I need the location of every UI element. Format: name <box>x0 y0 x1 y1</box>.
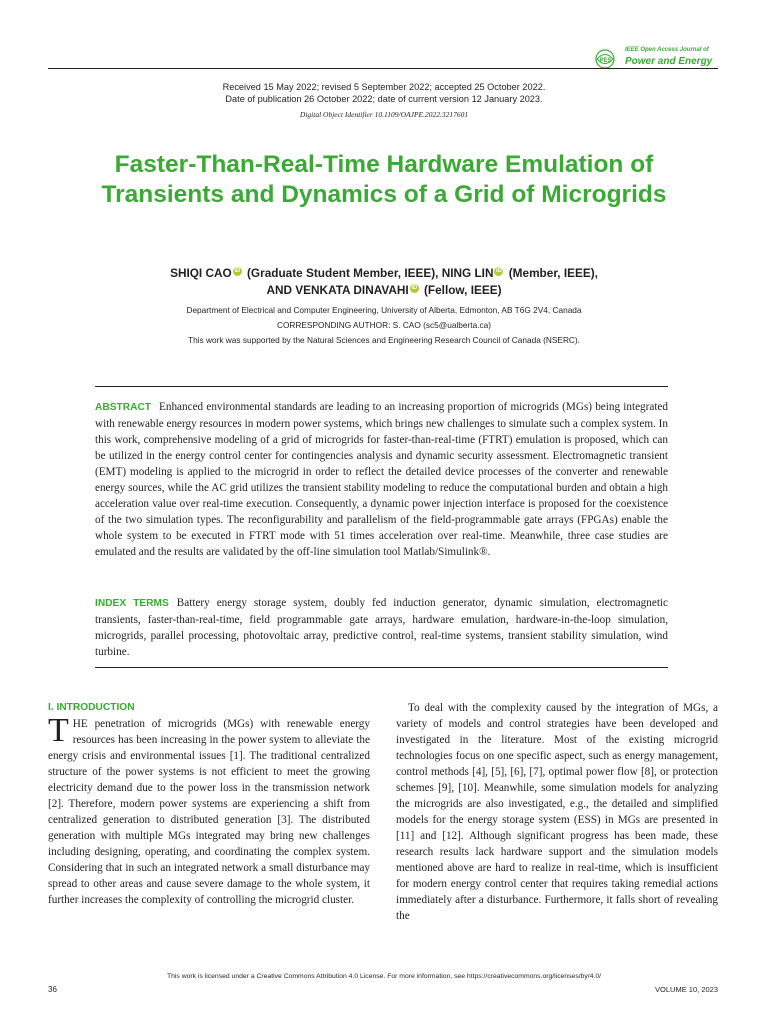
orcid-icon[interactable]: iD <box>411 285 418 291</box>
author-name: AND VENKATA DINAVAHI <box>266 283 409 297</box>
author-role: (Graduate Student Member, IEEE), <box>247 266 439 280</box>
author-role: (Member, IEEE), <box>508 266 598 280</box>
index-terms-label: INDEX TERMS <box>95 598 169 609</box>
affiliation: Department of Electrical and Computer Engineering, University of Alberta, Edmonton, AB T6G 2V4, Canada <box>186 305 582 315</box>
author-name: SHIQI CAO <box>170 266 232 280</box>
author-list <box>84 265 684 299</box>
abstract-top-rule <box>95 386 668 387</box>
intro-paragraph-1-text: HE penetration of microgrids (MGs) with renewable energy resources has been increasing in the power system to alleviate the energy crisis and environmental issues [1]. The traditional centralized structure of the power systems is not efficient to meet the growing electricity demand due to the power loss in the transmission network [2]. Therefore, modern power systems are experiencing a shift from centralized generation to distributed generation [3]. The distributed generation with multiple MGs integrated may bring new challenges including designing, operating, and coordinating the complex system. Considering that in such an integrated network a small disturbance may spread to other areas and cause severe damage to the whole system, it further increases the complexity of controlling the microgrid cluster. <box>48 718 370 906</box>
abstract <box>95 399 668 560</box>
abstract-text: Enhanced environmental standards are leading to an increasing proportion of microgrids (MGs) being integrated with renewable energy resources in modern power systems, which brings new challenges to simulate such a complex system. In this work, comprehensive modeling of a grid of microgrids for faster-than-real-time (FTRT) emulation is proposed, which can be utilized in the energy control center for contingencies analysis and dynamic security assessment. Electromagnetic transient (EMT) modeling is applied to the microgrid in order to reflect the detailed device processes of the converter and renewable energy sources, while the AC grid utilizes the transient stability modeling to reduce the computational burden and obtain a high acceleration value over real-time execution. Consequently, a dynamic power injection interface is proposed for the coexistence of the two simulation types. The reconfigurability and parallelism of the field-programmable gate arrays (FPGAs) enable the whole system to be executed in FTRT mode with 51 times acceleration over real-time. Meanwhile, three case studies are emulated and the results are validated by the off-line simulation tool Matlab/Simulink®. <box>95 401 668 558</box>
author-role: (Fellow, IEEE) <box>423 283 502 297</box>
orcid-icon[interactable]: iD <box>495 268 502 274</box>
doi: Digital Object Identifier 10.1109/OAJPE.2022.3217601 <box>299 110 469 119</box>
section-heading: I. INTRODUCTION <box>48 702 135 713</box>
received-line: Received 15 May 2022; revised 5 September 2022; accepted 25 October 2022. <box>222 82 546 92</box>
received-dates <box>0 81 768 105</box>
publication-line: Date of publication 26 October 2022; date of current version 12 January 2023. <box>225 94 543 104</box>
intro-paragraph-1 <box>48 712 370 908</box>
abstract-bottom-rule <box>95 667 668 668</box>
pes-logo-icon <box>593 48 620 69</box>
orcid-icon[interactable]: iD <box>234 268 241 274</box>
journal-name-line2: Power and Energy <box>625 56 713 67</box>
license-note: This work is licensed under a Creative Commons Attribution 4.0 License. For more information, see https://creativecommons.org/licenses/by/4.0/ <box>166 973 602 980</box>
left-column <box>48 702 370 908</box>
abstract-label: ABSTRACT <box>95 402 152 413</box>
header-rule <box>48 68 718 69</box>
right-column <box>396 700 718 924</box>
drop-cap: T <box>48 712 69 749</box>
journal-name-line1: IEEE Open Access Journal of <box>625 47 709 53</box>
funding-note: This work was supported by the Natural Sciences and Engineering Research Council of Canada (NSERC). <box>188 335 580 345</box>
page-number: 36 <box>48 985 57 994</box>
index-terms <box>95 595 668 660</box>
paper-title: Faster-Than-Real-Time Hardware Emulation of Transients and Dynamics of a Grid of Microgrids <box>101 151 667 208</box>
volume-info: VOLUME 10, 2023 <box>655 985 718 994</box>
author-name: NING LIN <box>441 266 494 280</box>
index-terms-text: Battery energy storage system, doubly fed induction generator, dynamic simulation, electromagnetic transients, faster-than-real-time, field programmable gate arrays, hardware emulation, hardware-in-the-loop simulation, microgrids, parallel processing, photovoltaic array, predictive control, real-time systems, transient stability simulation, wind turbine. <box>95 597 668 658</box>
corresponding-author: CORRESPONDING AUTHOR: S. CAO (sc5@ualberta.ca) <box>276 320 492 330</box>
logo-mark-text: PES <box>599 58 612 64</box>
intro-paragraph-2: To deal with the complexity caused by the integration of MGs, a variety of models and control strategies have been developed and investigated in the literature. Most of the existing microgrid technologies focus on one specific aspect, such as energy management, control methods [4], [5], [6], [7], optimal power flow [8], or protection schemes [9], [10]. Meanwhile, some simulation models for analyzing the microgrids are also investigated, e.g., the detailed and simplified models for the energy storage system (ESS) in MGs are presented in [11] and [12]. Although significant progress has been made, these research results lack hardware support and the simulation models mentioned above are hard to realize in real-time, which is insufficient for modern energy control center that requires taking remedial actions immediately after a disturbance. Furthermore, it falls short of revealing the <box>396 702 718 922</box>
affiliation-block <box>0 303 768 333</box>
